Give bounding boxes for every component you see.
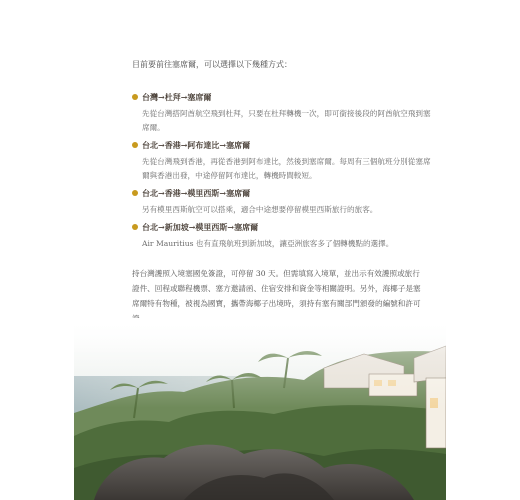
route-item	[132, 221, 432, 251]
bullet-icon	[132, 224, 138, 230]
route-item	[132, 139, 432, 183]
route-item	[132, 187, 432, 217]
bullet-icon	[132, 142, 138, 148]
route-heading	[132, 91, 432, 103]
route-item	[132, 91, 432, 135]
route-title: 台北→香港→阿布達比→塞席爾	[142, 140, 251, 150]
island-resort-photo	[74, 318, 446, 500]
route-list	[132, 91, 432, 255]
intro-text: 目前要前往塞席爾，可以選擇以下幾種方式：	[132, 60, 292, 69]
route-description: 先從台灣搭阿酋航空飛到杜拜，只要在杜拜轉機一次，即可銜接後段的阿酋航空飛到塞席爾。	[142, 109, 431, 132]
route-description: Air Mauritius 也有直飛航班到新加坡，讓亞洲旅客多了個轉機點的選擇。	[142, 239, 394, 248]
route-heading	[132, 139, 432, 151]
route-heading	[132, 187, 432, 199]
route-title: 台灣→杜拜→塞席爾	[142, 92, 212, 102]
route-description: 先從台灣飛到香港，再從香港到阿布達比，然後到塞席爾。每周有三個航班分別從塞席爾與香港出發，中途停留阿布達比，轉機時間較短。	[142, 157, 431, 180]
route-description: 另有模里西斯航空可以搭乘，適合中途想要停留模里西斯旅行的旅客。	[142, 205, 378, 214]
route-heading	[132, 221, 432, 233]
bullet-icon	[132, 190, 138, 196]
bullet-icon	[132, 94, 138, 100]
route-title: 台北→香港→模里西斯→塞席爾	[142, 188, 251, 198]
route-title: 台北→新加坡→模里西斯→塞席爾	[142, 222, 259, 232]
visa-paragraph: 持台灣護照入境塞國免簽證，可停留 30 天。但需填寫入境單，並出示有效護照或旅行證件、回程或聯程機票、塞方邀請函、住宿安排和資金等相關證明。另外，海椰子是塞席爾特有物種，被視為國寶，攜帶海椰子出境時，須持有塞有關部門頒發的編號和許可	[132, 269, 421, 308]
